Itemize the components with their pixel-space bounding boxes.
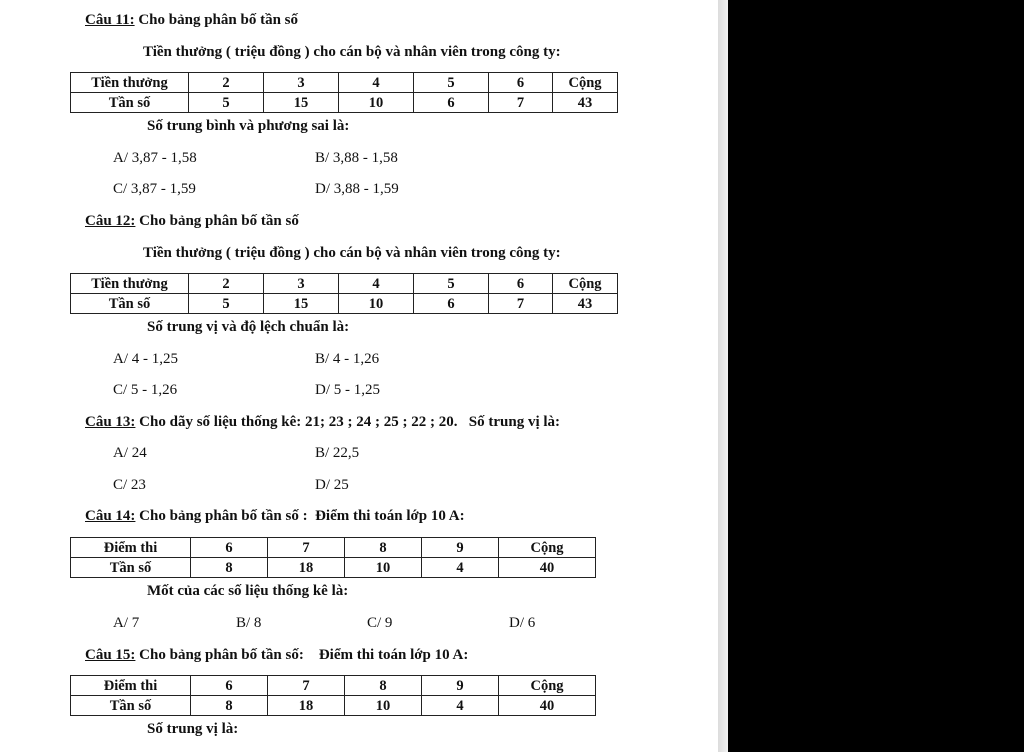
q12-option-d: D/ 5 - 1,25 [315,382,380,398]
table-cell: 43 [553,294,618,314]
table-cell: Cộng [553,73,618,93]
table-cell: 18 [268,558,345,578]
q15-question: Số trung vị là: [147,721,239,737]
q14-frequency-table [70,537,596,578]
q12-title: Cho bảng phân bố tần số [135,213,299,229]
table-cell: 6 [414,93,489,113]
q11-option-a: A/ 3,87 - 1,58 [113,150,197,166]
table-cell: 9 [422,676,499,696]
q11-frequency-table [70,72,618,113]
table-cell: 4 [339,73,414,93]
table-cell: 15 [264,294,339,314]
q14-question: Mốt của các số liệu thống kê là: [147,583,349,599]
table-cell: 2 [189,274,264,294]
table-cell: 8 [345,538,422,558]
table-cell: Tiền thưởng [71,73,189,93]
q13-number: Câu 13: [85,414,136,430]
table-cell: 5 [414,73,489,93]
table-cell: Tiền thưởng [71,274,189,294]
table-cell: 6 [489,274,553,294]
q15-heading [85,647,468,664]
table-cell: Điểm thi [71,676,191,696]
table-cell: Tần số [71,294,189,314]
table-row [71,274,618,294]
table-cell: 8 [191,696,268,716]
table-cell: Cộng [553,274,618,294]
table-row [71,538,596,558]
table-cell: Tần số [71,93,189,113]
q12-number: Câu 12: [85,213,136,229]
table-row [71,294,618,314]
table-cell: 10 [339,294,414,314]
q13-option-c: C/ 23 [113,477,146,493]
q15-title: Cho bảng phân bố tần số: Điểm thi toán lớp 10 A: [135,647,469,663]
q11-option-b: B/ 3,88 - 1,58 [315,150,398,166]
table-cell: Cộng [499,676,596,696]
table-cell: 6 [191,538,268,558]
table-cell: 8 [345,676,422,696]
table-row [71,558,596,578]
q12-option-b: B/ 4 - 1,26 [315,351,380,367]
q14-option-c: C/ 9 [367,615,393,631]
table-cell: Cộng [499,538,596,558]
table-cell: 6 [191,676,268,696]
q11-question: Số trung bình và phương sai là: [147,118,350,134]
table-cell: 4 [422,696,499,716]
table-cell: 5 [414,274,489,294]
table-cell: 3 [264,274,339,294]
q13-option-d: D/ 25 [315,477,349,493]
table-cell: 2 [189,73,264,93]
q11-option-d: D/ 3,88 - 1,59 [315,181,399,197]
q14-option-b: B/ 8 [236,615,262,631]
q13-heading [85,414,560,431]
table-cell: 7 [268,538,345,558]
table-cell: 8 [191,558,268,578]
table-cell: 15 [264,93,339,113]
table-cell: 43 [553,93,618,113]
q12-heading [85,213,299,230]
table-cell: 9 [422,538,499,558]
table-cell: 7 [268,676,345,696]
q12-option-c: C/ 5 - 1,26 [113,382,178,398]
table-cell: 40 [499,558,596,578]
table-cell: 10 [345,558,422,578]
table-cell: 4 [339,274,414,294]
table-cell: 4 [422,558,499,578]
q15-number: Câu 15: [85,647,136,663]
table-cell: 5 [189,93,264,113]
q13-option-b: B/ 22,5 [315,445,360,461]
q12-subtitle: Tiền thưởng ( triệu đồng ) cho cán bộ và nhân viên trong công ty: [143,245,561,261]
table-cell: 6 [489,73,553,93]
table-row [71,696,596,716]
q14-option-a: A/ 7 [113,615,140,631]
table-row [71,73,618,93]
table-cell: 18 [268,696,345,716]
table-row [71,93,618,113]
q14-heading [85,508,465,525]
q11-heading [85,12,298,29]
table-cell: 5 [189,294,264,314]
q11-subtitle: Tiền thưởng ( triệu đồng ) cho cán bộ và nhân viên trong công ty: [143,44,561,60]
q13-title: Cho dãy số liệu thống kê: 21; 23 ; 24 ; 25 ; 22 ; 20. Số trung vị là: [135,414,561,430]
table-cell: 6 [414,294,489,314]
q12-option-a: A/ 4 - 1,25 [113,351,178,367]
table-cell: 40 [499,696,596,716]
q11-title: Cho bảng phân bố tần số [134,12,298,28]
q11-option-c: C/ 3,87 - 1,59 [113,181,196,197]
table-cell: 10 [339,93,414,113]
table-row [71,676,596,696]
q12-question: Số trung vị và độ lệch chuẩn là: [147,319,350,335]
table-cell: Tần số [71,558,191,578]
table-cell: 7 [489,93,553,113]
q14-title: Cho bảng phân bố tần số : Điểm thi toán lớp 10 A: [135,508,465,524]
table-cell: 10 [345,696,422,716]
q13-option-a: A/ 24 [113,445,147,461]
q12-frequency-table [70,273,618,314]
page-edge [718,0,728,752]
q14-number: Câu 14: [85,508,136,524]
q11-number: Câu 11: [85,12,135,28]
table-cell: Điểm thi [71,538,191,558]
table-cell: Tần số [71,696,191,716]
q14-option-d: D/ 6 [509,615,536,631]
table-cell: 3 [264,73,339,93]
table-cell: 7 [489,294,553,314]
q15-frequency-table [70,675,596,716]
